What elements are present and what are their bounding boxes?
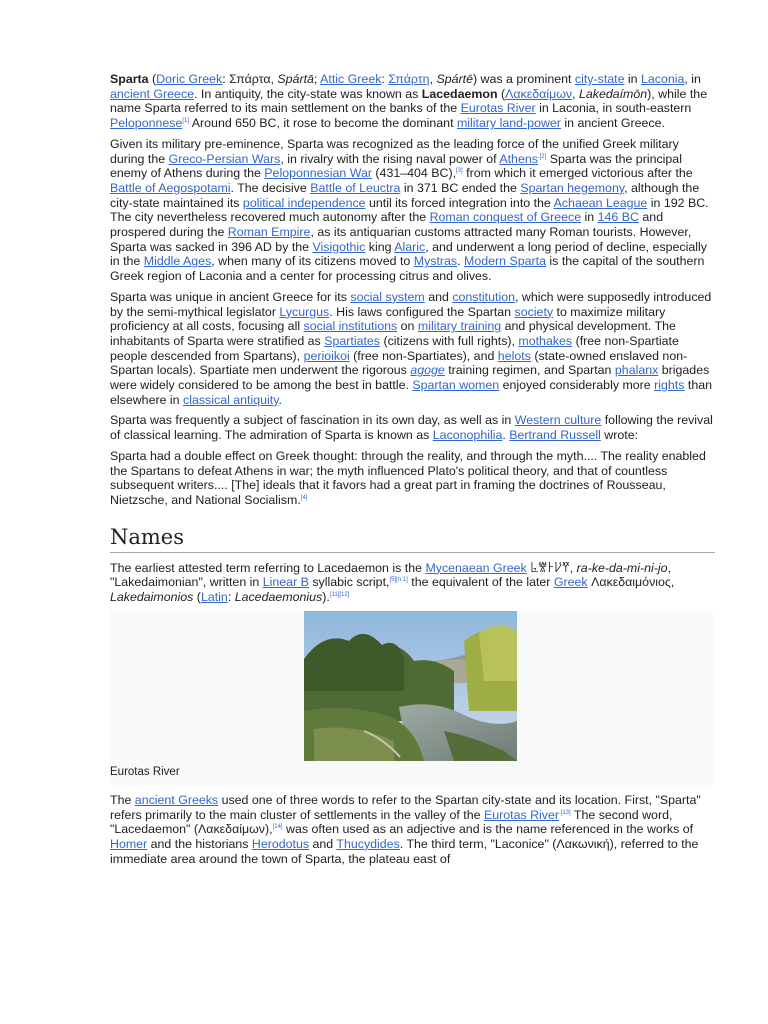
text-run: Around 650 BC, it rose to become the dominant — [189, 116, 457, 131]
link-146-bc[interactable]: 146 BC — [597, 210, 639, 225]
link-battle-of-leuctra[interactable]: Battle of Leuctra — [310, 180, 401, 195]
text-run: ), while the name Sparta referred to its main settlement on the banks of the — [110, 86, 708, 116]
text-run: Given its military pre-eminence, Sparta was recognized as the leading force of the unified Greek military during the — [110, 136, 679, 166]
text-run: , in — [684, 72, 701, 86]
text-run: , and underwent a long period of decline, especially in the — [110, 239, 707, 269]
text-run: in — [624, 72, 642, 86]
text-run: ). — [322, 590, 330, 605]
link-mystras[interactable]: Mystras — [413, 254, 458, 269]
text-run: The — [110, 792, 135, 807]
text-run: (state-owned enslaved non-Spartan locals). Spartiate men underwent the rigorous — [110, 348, 688, 378]
link-middle-ages[interactable]: Middle Ages — [143, 254, 212, 269]
link-achaean-league[interactable]: Achaean League — [553, 195, 648, 210]
text-run: was often used as an adjective and is the name referenced in the works of — [282, 822, 694, 837]
link-laconia[interactable]: Laconia — [641, 72, 685, 86]
text-run: the equivalent of the later — [407, 575, 554, 590]
text-run: in 192 BC. The city nevertheless recovered much autonomy after the — [110, 195, 709, 225]
names-paragraph-2 — [110, 793, 715, 867]
link-perioikoi[interactable]: perioikoi — [303, 348, 350, 363]
link-ancient-greeks[interactable]: ancient Greeks — [134, 792, 219, 807]
citation-ref[interactable]: [11][12] — [329, 591, 350, 598]
link-western-culture[interactable]: Western culture — [514, 413, 602, 428]
text-run: The earliest attested term referring to Lacedaemon is the — [110, 560, 426, 575]
link-doric-greek[interactable]: Doric Greek — [156, 72, 223, 86]
citation-ref[interactable]: [1] — [182, 117, 190, 124]
link-mycenaean-greek[interactable]: Mycenaean Greek — [425, 560, 527, 575]
link-agoge[interactable]: agoge — [410, 363, 445, 378]
text-run: Λακεδαιμόνιος, — [587, 575, 675, 590]
text-run: . In antiquity, the city-state was known as — [194, 86, 422, 101]
text-run: brigades were widely considered to be among the best in battle. — [110, 363, 710, 393]
link-society[interactable]: society — [514, 304, 554, 319]
link-social-system[interactable]: social system — [350, 289, 425, 304]
figure-caption: Eurotas River — [110, 765, 180, 778]
text-run: and prospered during the — [110, 210, 664, 240]
link-peloponnese[interactable]: Peloponnese — [110, 116, 183, 131]
names-heading: Names — [110, 524, 715, 553]
text-run: (citizens with full rights), — [380, 333, 519, 348]
italic-term: Lakedaímōn — [578, 86, 648, 101]
link-political-independence[interactable]: political independence — [242, 195, 366, 210]
names-paragraph-1 — [110, 561, 715, 605]
link-laconophilia[interactable]: Laconophilia — [432, 428, 503, 443]
link-battle-of-aegospotami[interactable]: Battle of Aegospotami — [110, 180, 231, 195]
text-run: and the historians — [147, 836, 252, 851]
text-run: . His laws configured the Spartan — [329, 304, 515, 319]
link-eurotas-river[interactable]: Eurotas River — [483, 807, 560, 822]
link-linear-b[interactable]: Linear B — [262, 575, 309, 590]
link-greek[interactable]: Greek — [553, 575, 588, 590]
text-run: on — [397, 319, 418, 334]
citation-ref[interactable]: [3] — [456, 168, 463, 175]
link-lycurgus[interactable]: Lycurgus — [279, 304, 330, 319]
eurotas-river-photo[interactable] — [304, 611, 517, 761]
text-run: . — [457, 254, 465, 269]
intro-paragraph-2 — [110, 137, 715, 284]
text-run: is the capital of the southern Greek region of Laconia and a center for processing citrus and olives. — [110, 254, 705, 284]
text-run: , as its antiquarian customs attracted many Roman tourists. However, Sparta was sacked in 396 AD by the — [110, 225, 692, 254]
text-run: . — [502, 428, 510, 443]
link-latin[interactable]: Latin — [200, 590, 228, 605]
link-spartan-hegemony[interactable]: Spartan hegemony — [520, 180, 625, 195]
link-athens[interactable]: Athens — [499, 151, 538, 166]
russell-quote — [110, 449, 715, 508]
text-run: , although the city-state maintained its — [110, 180, 700, 210]
article-body — [110, 72, 715, 872]
bold-term: Sparta — [110, 72, 149, 86]
text-run: ( — [497, 86, 506, 101]
link-herodotus[interactable]: Herodotus — [251, 836, 310, 851]
text-run: 𐀨𐀐𐀅𐀖𐀛, — [526, 560, 577, 575]
text-run: ; — [313, 72, 321, 86]
text-run: Sparta was unique in ancient Greece for its — [110, 289, 351, 304]
text-run: . — [278, 392, 282, 407]
link-modern-sparta[interactable]: Modern Sparta — [464, 254, 546, 269]
link-peloponnesian-war[interactable]: Peloponnesian War — [264, 166, 372, 181]
text-run: , — [572, 86, 579, 101]
text-run: ( — [148, 72, 157, 86]
citation-ref[interactable]: [14] — [272, 824, 283, 831]
text-run: king — [365, 239, 395, 254]
text-run: : — [227, 590, 235, 605]
text-run: syllabic script, — [308, 575, 390, 590]
text-run: (free non-Spartiates), and — [349, 348, 498, 363]
link-roman-empire[interactable]: Roman Empire — [227, 225, 311, 240]
italic-term: ra-ke-da-mi-ni-jo — [576, 560, 668, 575]
citation-ref[interactable]: [4] — [300, 494, 308, 501]
text-run: Sparta had a double effect on Greek thought: through the reality, and through the myth.... The reality enabled the Spartans to defeat Athens in war; the myth influenced Plato's political theory, and that of countless subsequent writers.... [The] ideals that it favors had a great part in framing the doctrines of Rousseau, Nietzsche, and National Socialism. — [110, 448, 706, 507]
link-eurotas-river[interactable]: Eurotas River — [460, 101, 536, 116]
italic-term: Lakedaimonios — [110, 590, 194, 605]
text-run: , which were supposedly introduced by the semi-mythical legislator — [110, 289, 712, 319]
text-run: (free non-Spartiate people descended from Spartans), — [110, 333, 679, 363]
link-text[interactable]: Λακεδαίμων — [505, 86, 573, 101]
link-spartiates[interactable]: Spartiates — [324, 333, 380, 348]
text-run: ( — [193, 590, 201, 605]
text-run: . The third term, "Laconice" (Λακωνική), referred to the immediate area around the town of Sparta, the plateau east of — [110, 836, 699, 866]
link-ancient-greece[interactable]: ancient Greece — [110, 86, 195, 101]
link-bertrand-russell[interactable]: Bertrand Russell — [509, 428, 601, 443]
intro-paragraph-3 — [110, 290, 715, 408]
italic-term: Spártē — [436, 72, 473, 86]
text-run: : — [381, 72, 389, 86]
text-run: , — [429, 72, 437, 86]
text-run: (431–404 BC), — [371, 166, 457, 181]
link-greco-persian-wars[interactable]: Greco-Persian Wars — [168, 151, 281, 166]
link-homer[interactable]: Homer — [110, 836, 148, 851]
text-run: wrote: — [600, 428, 639, 443]
link-city-state[interactable]: city-state — [574, 72, 625, 86]
citation-ref[interactable]: .[13] — [559, 809, 571, 816]
intro-paragraph-4 — [110, 413, 715, 442]
link-alaric[interactable]: Alaric — [394, 239, 426, 254]
text-run: The second word, "Lacedaemon" (Λακεδαίμων), — [110, 807, 673, 837]
link-roman-conquest-of-greece[interactable]: Roman conquest of Greece — [429, 210, 582, 225]
text-run: used one of three words to refer to the Spartan city-state and its location. First, "Sparta" refers primarily to the main cluster of settlements in the valley of the — [110, 792, 701, 822]
link-text[interactable]: Σπάρτη — [388, 72, 430, 86]
link-military-land-power[interactable]: military land-power — [456, 116, 561, 131]
link-social-institutions[interactable]: social institutions — [303, 319, 398, 334]
text-run: , "Lakedaimonian", written in — [110, 560, 672, 590]
text-run: , when many of its citizens moved to — [211, 254, 414, 269]
intro-paragraph-1 — [110, 72, 715, 131]
text-run: , in rivalry with the rising naval power of — [280, 151, 500, 166]
link-attic-greek[interactable]: Attic Greek — [320, 72, 382, 86]
text-run: to maximize military proficiency at all costs, focusing all — [110, 304, 666, 334]
bold-term: Lacedaemon — [421, 86, 498, 101]
link-constitution[interactable]: constitution — [452, 289, 515, 304]
eurotas-figure — [110, 611, 713, 785]
text-run: from which it emerged victorious after the — [462, 166, 693, 181]
italic-term: Lacedaemonius — [234, 590, 323, 605]
text-run: enjoyed considerably more — [499, 378, 655, 393]
text-run: following the revival of classical learning. The admiration of Sparta is known as — [110, 413, 713, 443]
citation-ref[interactable]: [5][n 1] — [389, 577, 408, 584]
text-run: in — [581, 210, 598, 225]
text-run: than elsewhere in — [110, 378, 713, 407]
text-run: Sparta was the principal enemy of Athens during the — [110, 151, 682, 181]
link-classical-antiquity[interactable]: classical antiquity — [183, 392, 279, 407]
text-run: in 371 BC ended the — [400, 180, 521, 195]
text-run: in Laconia, in south-eastern — [535, 101, 692, 116]
link-rights[interactable]: rights — [654, 378, 685, 393]
text-run: until its forced integration into the — [365, 195, 554, 210]
link-helots[interactable]: helots — [497, 348, 531, 363]
link-phalanx[interactable]: phalanx — [614, 363, 659, 378]
italic-term: Spártā — [277, 72, 314, 86]
text-run: Sparta was frequently a subject of fascination in its own day, as well as in — [110, 413, 515, 428]
text-run: and physical development. The inhabitants of Sparta were stratified as — [110, 319, 676, 348]
text-run: training regimen, and Spartan — [444, 363, 615, 378]
link-military-training[interactable]: military training — [417, 319, 502, 334]
link-visigothic[interactable]: Visigothic — [312, 239, 366, 254]
link-thucydides[interactable]: Thucydides — [336, 836, 400, 851]
text-run: in ancient Greece. — [560, 116, 665, 131]
citation-ref[interactable]: .[2] — [537, 153, 547, 160]
link-spartan-women[interactable]: Spartan women — [412, 378, 500, 393]
link-mothakes[interactable]: mothakes — [518, 333, 573, 348]
text-run: and — [424, 289, 453, 304]
text-run: : Σπάρτα, — [222, 72, 278, 86]
text-run: and — [309, 836, 337, 851]
text-run: ) was a prominent — [472, 72, 575, 86]
text-run: . The decisive — [230, 180, 311, 195]
